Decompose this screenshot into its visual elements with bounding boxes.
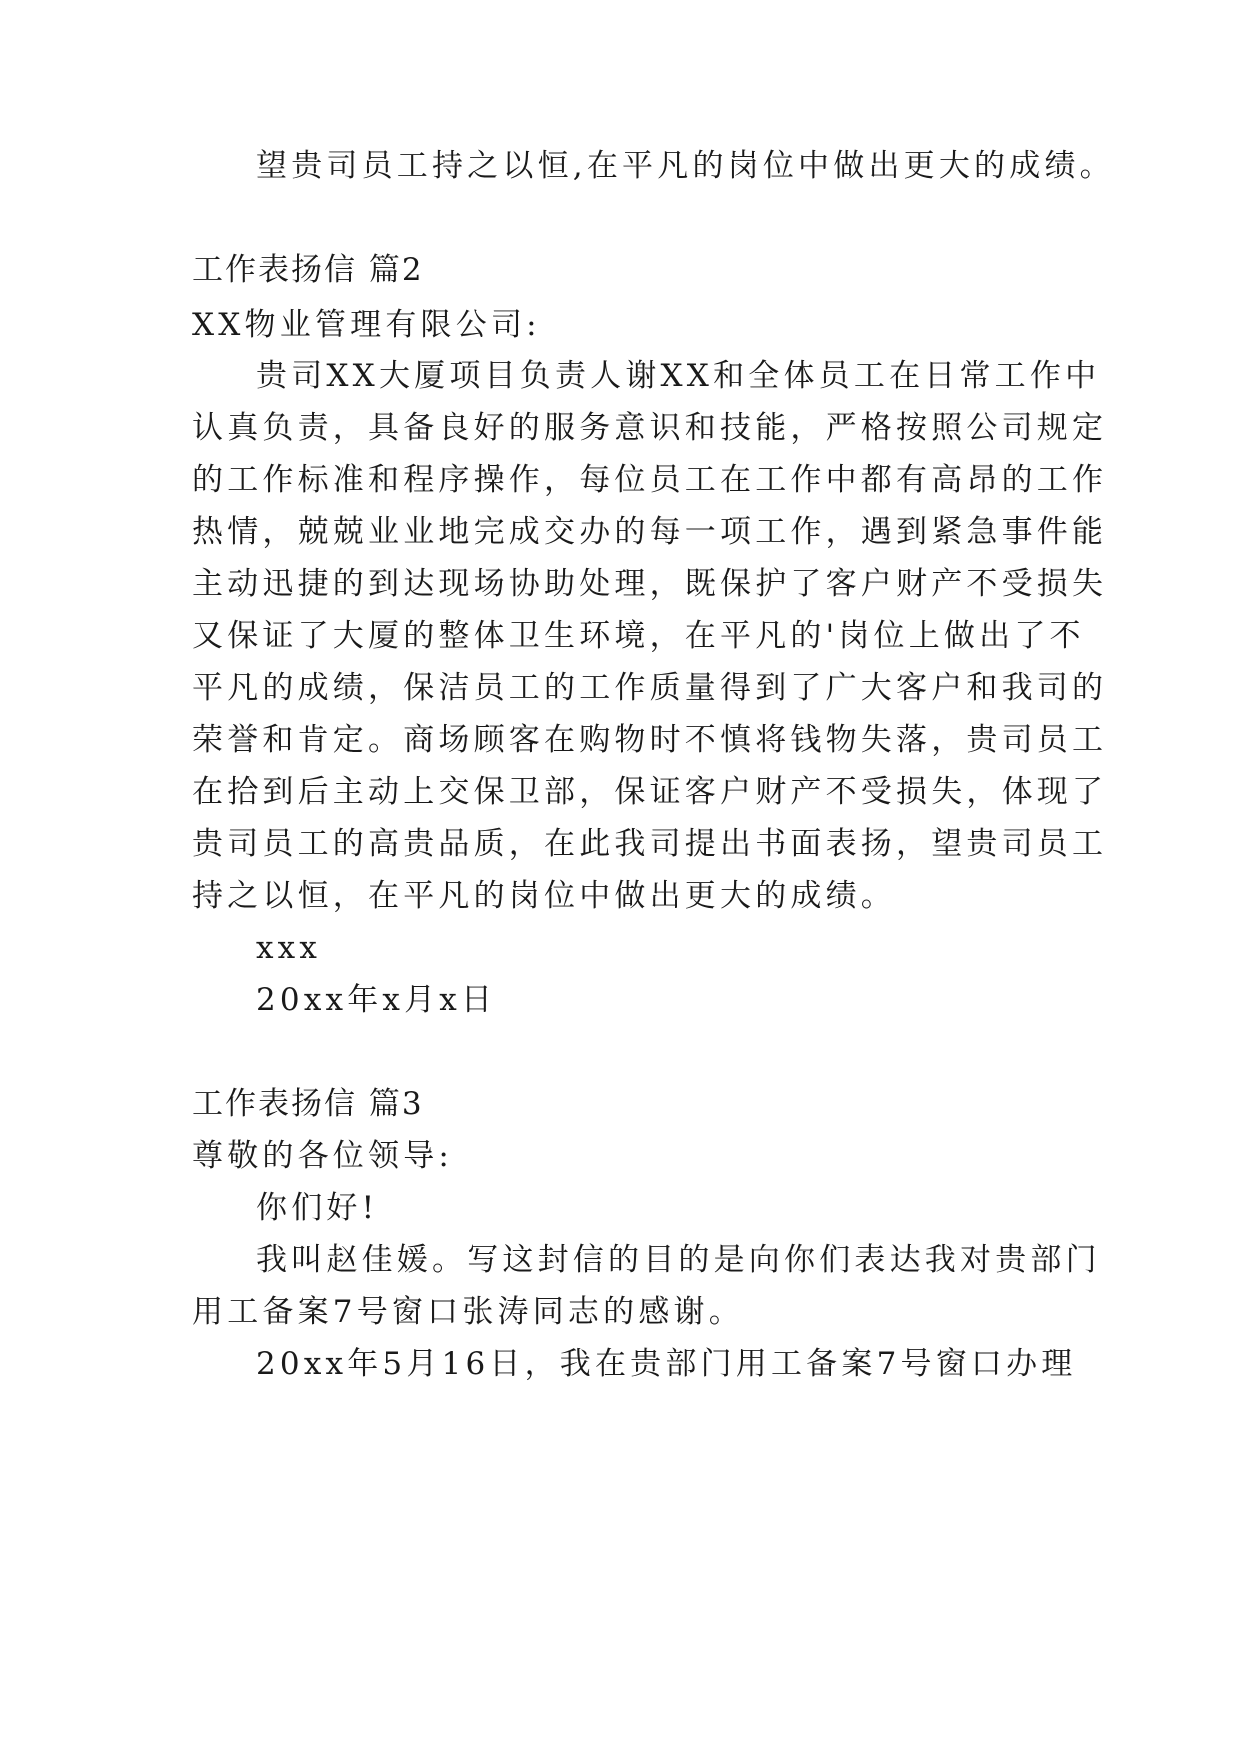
section2-body-line: 的工作标准和程序操作，每位员工在工作中都有高昂的工作 <box>192 462 1108 498</box>
section2-body-line: 在拾到后主动上交保卫部，保证客户财产不受损失，体现了 <box>192 774 1108 810</box>
section2-body-line: 荣誉和肯定。商场顾客在购物时不慎将钱物失落，贵司员工 <box>192 722 1108 758</box>
section3-salutation: 尊敬的各位领导: <box>192 1138 454 1174</box>
section2-signature: xxx <box>256 930 322 966</box>
section2-heading: 工作表扬信 篇2 <box>192 252 424 288</box>
section2-body-line: 又保证了大厦的整体卫生环境，在平凡的'岗位上做出了不 <box>192 618 1085 654</box>
section2-body-line: 持之以恒，在平凡的岗位中做出更大的成绩。 <box>192 878 896 914</box>
section2-date: 20xx年x月x日 <box>256 982 497 1018</box>
section2-body-line: 认真负责，具备良好的服务意识和技能，严格按照公司规定 <box>192 410 1108 446</box>
section3-para2-line: 20xx年5月16日，我在贵部门用工备案7号窗口办理 <box>256 1346 1077 1382</box>
section3-greeting: 你们好! <box>256 1190 379 1226</box>
section3-para1-line: 用工备案7号窗口张涛同志的感谢。 <box>192 1294 744 1330</box>
section2-body-line: 贵司员工的高贵品质，在此我司提出书面表扬，望贵司员工 <box>192 826 1108 862</box>
section2-salutation: XX物业管理有限公司: <box>192 307 541 343</box>
section3-para1-line: 我叫赵佳媛。写这封信的目的是向你们表达我对贵部门 <box>256 1242 1101 1278</box>
section2-body-line: 热情，兢兢业业地完成交办的每一项工作，遇到紧急事件能 <box>192 514 1108 550</box>
continuation-line: 望贵司员工持之以恒,在平凡的岗位中做出更大的成绩。 <box>256 148 1115 184</box>
section2-body-line: 平凡的成绩，保洁员工的工作质量得到了广大客户和我司的 <box>192 670 1108 706</box>
section3-heading: 工作表扬信 篇3 <box>192 1086 424 1122</box>
section2-body-line: 主动迅捷的到达现场协助处理，既保护了客户财产不受损失 <box>192 566 1108 602</box>
section2-body-line: 贵司XX大厦项目负责人谢XX和全体员工在日常工作中 <box>256 358 1101 394</box>
